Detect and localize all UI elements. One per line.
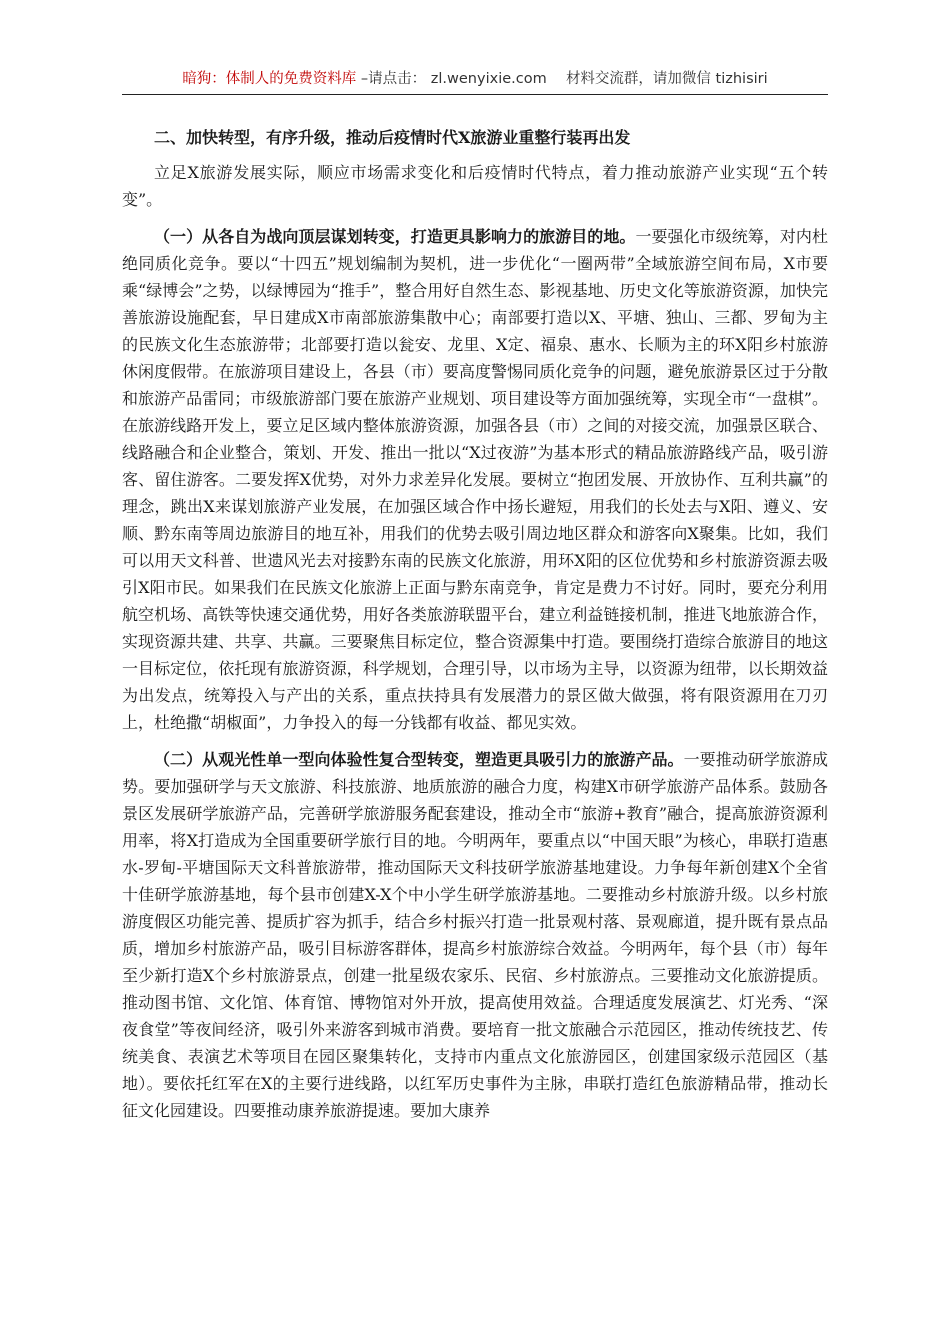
header-site-name: 暗狗：体制人的免费资料库 xyxy=(182,71,357,87)
section-1-paragraph xyxy=(122,223,828,736)
document-body xyxy=(122,124,828,1124)
section-2-body: 一要推动研学旅游成势。要加强研学与天文旅游、科技旅游、地质旅游的融合力度，构建X市研学旅游产品体系。鼓励各景区发展研学旅游产品，完善研学旅游服务配套建设，推动全市“旅游+教育”融合，提高旅游资源利用率，将X打造成为全国重要研学旅行目的地。今明两年，要重点以“中国天眼”为核心，串联打造惠水-罗甸-平塘国际天文科普旅游带，推动国际天文科技研学旅游基地建设。力争每年新创建X个全省十佳研学旅游基地，每个县市创建X-X个中小学生研学旅游基地。二要推动乡村旅游升级。以乡村旅游度假区功能完善、提质扩容为抓手，结合乡村振兴打造一批景观村落、景观廊道，提升既有景点品质，增加乡村旅游产品，吸引目标游客群体，提高乡村旅游综合效益。今明两年，每个县（市）每年至少新打造X个乡村旅游景点，创建一批星级农家乐、民宿、乡村旅游点。三要推动文化旅游提质。推动图书馆、文化馆、体育馆、博物馆对外开放，提高使用效益。合理适度发展演艺、灯光秀、“深夜食堂”等夜间经济，吸引外来游客到城市消费。要培育一批文旅融合示范园区，推动传统技艺、传统美食、表演艺术等项目在园区聚集转化，支持市内重点文化旅游园区，创建国家级示范园区（基地）。要依托红军在X的主要行进线路，以红军历史事件为主脉，串联打造红色旅游精品带，推动长征文化园建设。四要推动康养旅游提速。要加大康养 xyxy=(122,750,828,1120)
header-click-prefix: –请点击： xyxy=(360,71,427,87)
section-2-paragraph xyxy=(122,746,828,1124)
page-header xyxy=(122,64,828,95)
section-2-title: （二）从观光性单一型向体验性复合型转变，塑造更具吸引力的旅游产品。 xyxy=(154,750,684,769)
section-1-title: （一）从各自为战向顶层谋划转变，打造更具影响力的旅游目的地。 xyxy=(154,227,636,246)
header-group-info: 材料交流群，请加微信 tizhisiri xyxy=(565,71,768,87)
intro-paragraph: 立足X旅游发展实际，顺应市场需求变化和后疫情时代特点，着力推动旅游产业实现“五个转变”。 xyxy=(122,163,828,209)
section-1-body: 一要强化市级统筹，对内杜绝同质化竞争。要以“十四五”规划编制为契机，进一步优化“一圈两带”全域旅游空间布局，X市要乘“绿博会”之势，以绿博园为“推手”，整合用好自然生态、影视基地、历史文化等旅游资源，加快完善旅游设施配套，早日建成X市南部旅游集散中心；南部要打造以X、平塘、独山、三都、罗甸为主的民族文化生态旅游带；北部要打造以瓮安、龙里、X定、福泉、惠水、长顺为主的环X阳乡村旅游休闲度假带。在旅游项目建设上，各县（市）要高度警惕同质化竞争的问题，避免旅游景区过于分散和旅游产品雷同；市级旅游部门要在旅游产业规划、项目建设等方面加强统筹，实现全市“一盘棋”。在旅游线路开发上，要立足区域内整体旅游资源，加强各县（市）之间的对接交流，加强景区联合、线路融合和企业整合，策划、开发、推出一批以“X过夜游”为基本形式的精品旅游路线产品，吸引游客、留住游客。二要发挥X优势，对外力求差异化发展。要树立“抱团发展、开放协作、互利共赢”的理念，跳出X来谋划旅游产业发展，在加强区域合作中扬长避短，用我们的长处去与X阳、遵义、安顺、黔东南等周边旅游目的地互补，用我们的优势去吸引周边地区群众和游客向X聚集。比如，我们可以用天文科普、世遗风光去对接黔东南的民族文化旅游，用环X阳的区位优势和乡村旅游资源去吸引X阳市民。如果我们在民族文化旅游上正面与黔东南竞争，肯定是费力不讨好。同时，要充分利用航空机场、高铁等快速交通优势，用好各类旅游联盟平台，建立利益链接机制，推进飞地旅游合作，实现资源共建、共享、共赢。三要聚焦目标定位，整合资源集中打造。要围绕打造综合旅游目的地这一目标定位，依托现有旅游资源，科学规划，合理引导，以市场为主导，以资源为纽带，以长期效益为出发点，统筹投入与产出的关系，重点扶持具有发展潜力的景区做大做强，将有限资源用在刀刃上，杜绝撒“胡椒面”，力争投入的每一分钱都有收益、都见实效。 xyxy=(122,227,828,732)
section-heading: 二、加快转型，有序升级，推动后疫情时代X旅游业重整行装再出发 xyxy=(154,128,631,147)
header-url-link[interactable]: zl.wenyixie.com xyxy=(430,71,547,87)
